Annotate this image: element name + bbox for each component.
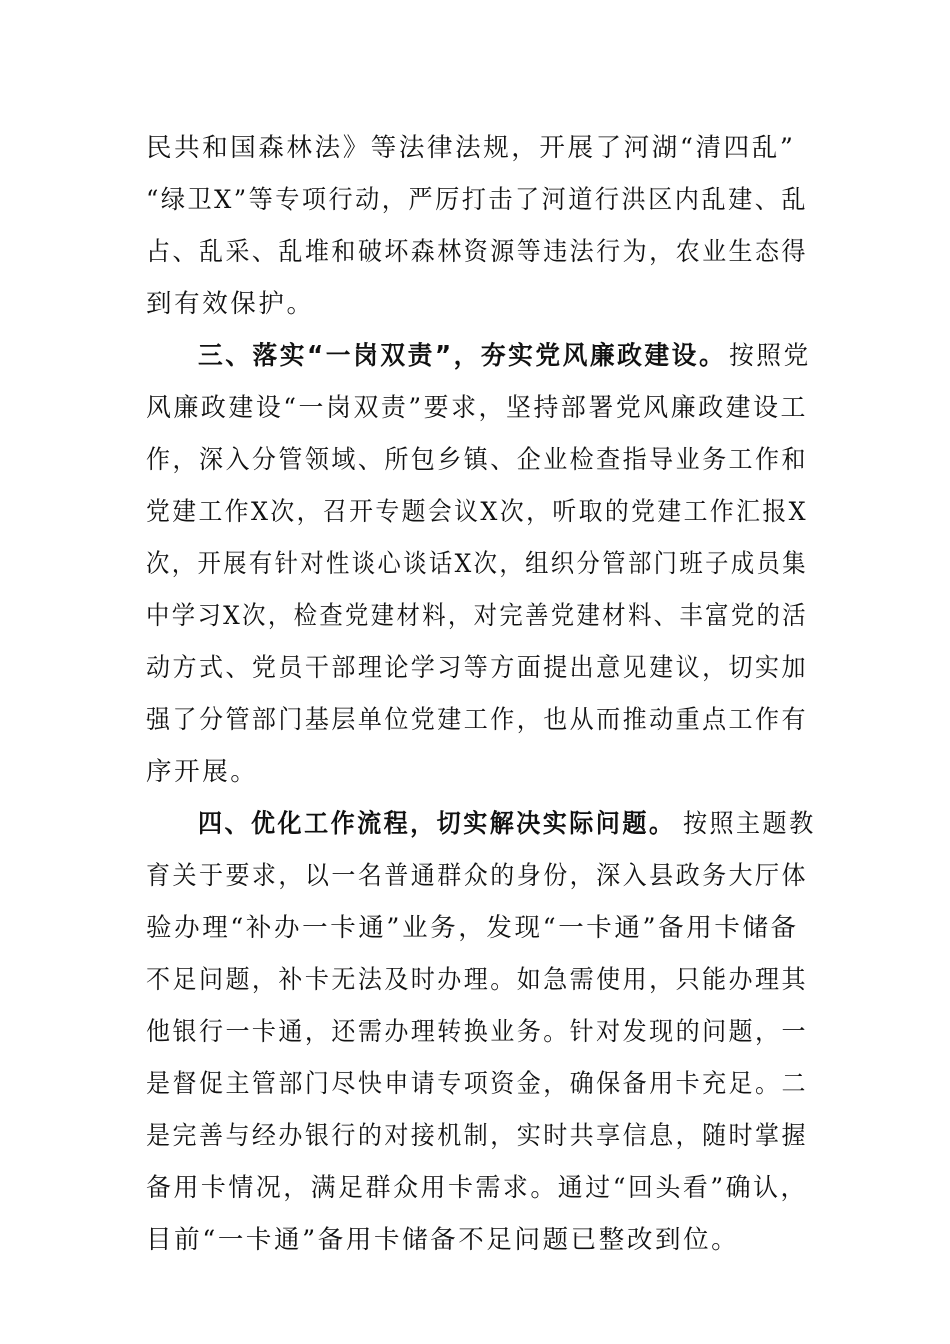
paragraph-line: 育关于要求，以一名普通群众的身份，深入县政务大厅体 <box>146 861 808 891</box>
paragraph-line: 是督促主管部门尽快申请专项资金，确保备用卡充足。二 <box>146 1069 808 1099</box>
paragraph-line: 强了分管部门基层单位党建工作，也从而推动重点工作有 <box>146 705 808 735</box>
section-heading-line: 三、落实“一岗双责”，夯实党风廉政建设。 按照党 <box>146 336 808 376</box>
paragraph-line: 动方式、党员干部理论学习等方面提出意见建议，切实加 <box>146 653 808 683</box>
paragraph-line: 次，开展有针对性谈心谈话X次，组织分管部门班子成员集 <box>146 549 808 579</box>
paragraph-line: 风廉政建设“一岗双责”要求，坚持部署党风廉政建设工 <box>146 393 808 423</box>
paragraph-line: 中学习X次，检查党建材料，对完善党建材料、丰富党的活 <box>146 601 808 631</box>
paragraph-line: 党建工作X次，召开专题会议X次，听取的党建工作汇报X <box>146 497 808 527</box>
section-heading-line: 四、优化工作流程，切实解决实际问题。 按照主题教 <box>146 804 808 844</box>
section-heading: 三、落实“一岗双责”，夯实党风廉政建设。 <box>198 341 727 371</box>
paragraph-line: 到有效保护。 <box>146 289 315 319</box>
paragraph-line: 不足问题，补卡无法及时办理。如急需使用，只能办理其 <box>146 965 808 995</box>
paragraph-line: 验办理“补办一卡通”业务，发现“一卡通”备用卡储备 <box>146 913 799 943</box>
paragraph-line: 是完善与经办银行的对接机制，实时共享信息，随时掌握 <box>146 1121 808 1151</box>
paragraph-line: 他银行一卡通，还需办理转换业务。针对发现的问题，一 <box>146 1017 808 1047</box>
section-heading: 四、优化工作流程，切实解决实际问题。 <box>198 809 676 839</box>
paragraph-line: 作，深入分管领域、所包乡镇、企业检查指导业务工作和 <box>146 445 808 475</box>
paragraph-line: 民共和国森林法》等法律法规，开展了河湖“清四乱” <box>146 133 796 163</box>
paragraph-line: 目前“一卡通”备用卡储备不足问题已整改到位。 <box>146 1225 740 1255</box>
paragraph-line: 序开展。 <box>146 757 259 787</box>
paragraph-line: 占、乱采、乱堆和破坏森林资源等违法行为，农业生态得 <box>146 237 808 267</box>
paragraph-line: “绿卫X”等专项行动，严厉打击了河道行洪区内乱建、乱 <box>146 185 808 215</box>
paragraph-line: 备用卡情况，满足群众用卡需求。通过“回头看”确认， <box>146 1173 808 1203</box>
